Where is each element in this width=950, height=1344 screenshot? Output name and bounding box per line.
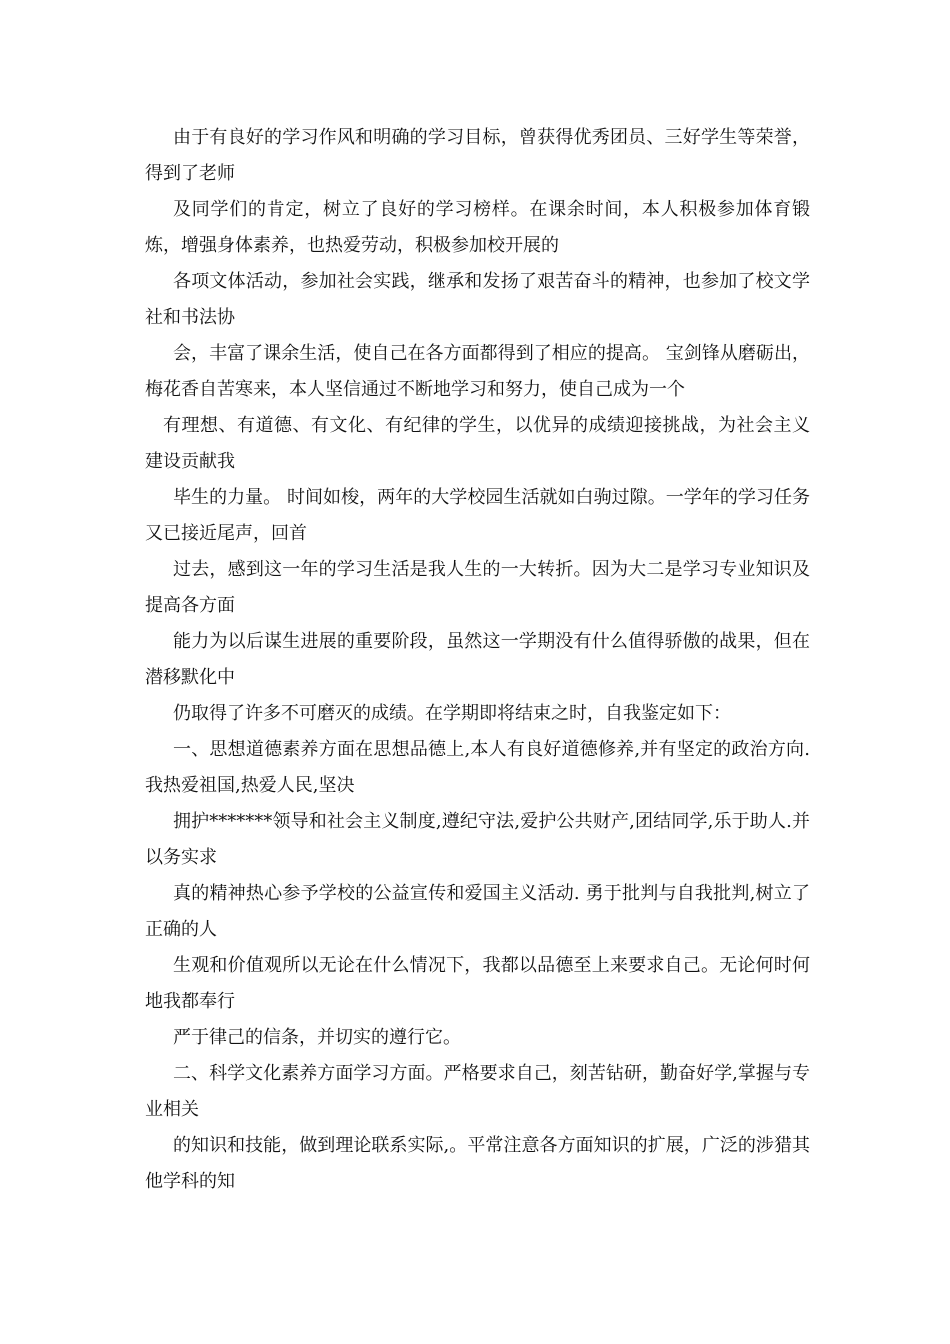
document-body [145, 120, 810, 1200]
paragraph-1: 由于有良好的学习作风和明确的学习目标，曾获得优秀团员、三好学生等荣誉，得到了老师 [145, 127, 810, 184]
paragraph-4: 会，丰富了课余生活，使自己在各方面都得到了相应的提高。 宝剑锋从磨砺出，梅花香自苦寒来，本人坚信通过不断地学习和努力，使自己成为一个 [145, 343, 810, 400]
paragraph-2: 及同学们的肯定，树立了良好的学习榜样。在课余时间，本人积极参加体育锻炼，增强身体素养，也热爱劳动，积极参加校开展的 [145, 199, 810, 256]
paragraph-13: 生观和价值观所以无论在什么情况下，我都以品德至上来要求自己。无论何时何地我都奉行 [145, 955, 810, 1012]
paragraph-12: 真的精神热心参予学校的公益宣传和爱国主义活动. 勇于批判与自我批判,树立了正确的人 [145, 883, 810, 940]
paragraph-11: 拥护*******领导和社会主义制度,遵纪守法,爱护公共财产,团结同学,乐于助人.并以务实求 [145, 811, 810, 868]
paragraph-16: 的知识和技能，做到理论联系实际,。平常注意各方面知识的扩展，广泛的涉猎其他学科的知 [145, 1135, 810, 1192]
paragraph-14: 严于律己的信条，并切实的遵行它。 [173, 1027, 461, 1048]
paragraph-5: 有理想、有道德、有文化、有纪律的学生，以优异的成绩迎接挑战，为社会主义建设贡献我 [145, 415, 810, 472]
paragraph-8: 能力为以后谋生进展的重要阶段，虽然这一学期没有什么值得骄傲的战果，但在潜移默化中 [145, 631, 810, 688]
paragraph-10: 一、思想道德素养方面在思想品德上,本人有良好道德修养,并有坚定的政治方向.我热爱祖国,热爱人民,坚决 [145, 739, 810, 796]
paragraph-3: 各项文体活动，参加社会实践，继承和发扬了艰苦奋斗的精神，也参加了校文学社和书法协 [145, 271, 810, 328]
paragraph-9: 仍取得了许多不可磨灭的成绩。在学期即将结束之时，自我鉴定如下： [173, 703, 731, 724]
paragraph-15: 二、科学文化素养方面学习方面。严格要求自己，刻苦钻研，勤奋好学,掌握与专业相关 [145, 1063, 810, 1120]
paragraph-7: 过去，感到这一年的学习生活是我人生的一大转折。因为大二是学习专业知识及提高各方面 [145, 559, 810, 616]
paragraph-6: 毕生的力量。 时间如梭，两年的大学校园生活就如白驹过隙。一学年的学习任务又已接近尾声，回首 [145, 487, 810, 544]
